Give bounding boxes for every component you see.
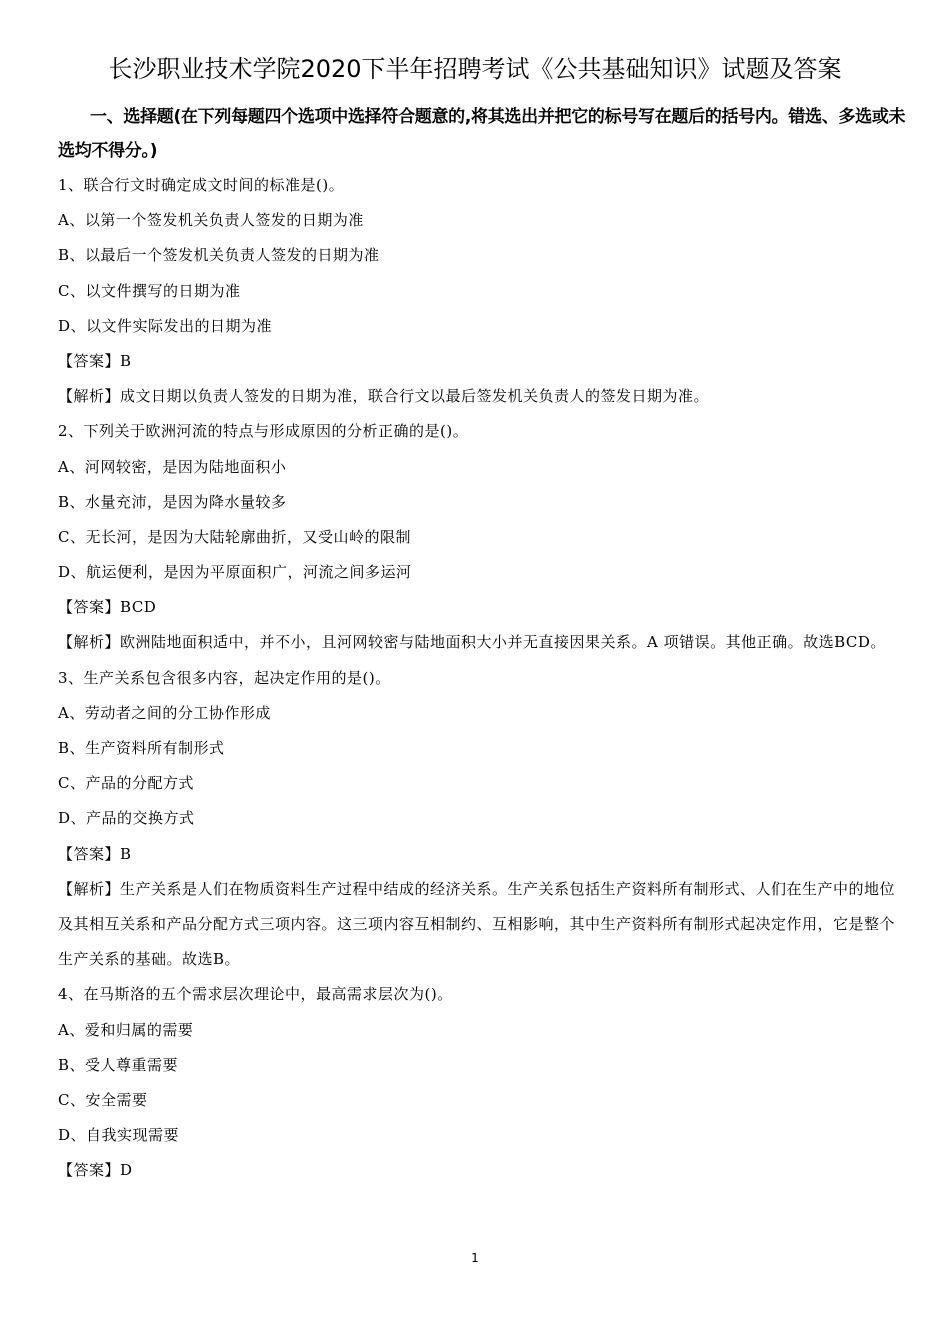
question-2 bbox=[58, 414, 903, 660]
analysis-text: 生产关系是人们在物质资料生产过程中结成的经济关系。生产关系包括生产资料所有制形式、人们在生产中的地位及其相互关系和产品分配方式三项内容。这三项内容互相制约、互相影响，其中生产资料所有制形式起决定作用，它是整个生产关系的基础。故选B。 bbox=[58, 879, 896, 969]
option-a: A、河网较密，是因为陆地面积小 bbox=[58, 457, 287, 476]
page-number: 1 bbox=[471, 1251, 479, 1265]
option-d: D、航运便利，是因为平原面积广，河流之间多运河 bbox=[58, 563, 412, 582]
option-c: C、安全需要 bbox=[58, 1090, 148, 1109]
question-stem: 3、生产关系包含很多内容，起决定作用的是()。 bbox=[58, 668, 391, 687]
document-title: 长沙职业技术学院2020下半年招聘考试《公共基础知识》试题及答案 bbox=[108, 55, 842, 83]
option-b: B、生产资料所有制形式 bbox=[58, 739, 225, 758]
answer-line bbox=[58, 344, 903, 379]
option-b: B、以最后一个签发机关负责人签发的日期为准 bbox=[58, 246, 380, 265]
analysis-line bbox=[58, 625, 903, 660]
answer-line bbox=[58, 837, 903, 872]
option-d: D、产品的交换方式 bbox=[58, 809, 195, 828]
option-c: C、产品的分配方式 bbox=[58, 774, 194, 793]
analysis-text: 欧洲陆地面积适中，并不小，且河网较密与陆地面积大小并无直接因果关系。A 项错误。其他正确。故选BCD。 bbox=[120, 633, 886, 652]
section-heading: 一、选择题(在下列每题四个选项中选择符合题意的,将其选出并把它的标号写在题后的括号内。错选、多选或未选均不得分。) bbox=[58, 107, 906, 161]
option-d: D、自我实现需要 bbox=[58, 1126, 180, 1145]
option-c: C、无长河，是因为大陆轮廓曲折，又受山岭的限制 bbox=[58, 527, 411, 546]
analysis-line bbox=[58, 379, 903, 414]
analysis-label: 【解析】 bbox=[58, 387, 121, 406]
option-b: B、水量充沛，是因为降水量较多 bbox=[58, 492, 287, 511]
question-4 bbox=[58, 977, 903, 1188]
answer-value: D bbox=[120, 1161, 133, 1180]
option-b: B、受人尊重需要 bbox=[58, 1055, 179, 1074]
analysis-label: 【解析】 bbox=[58, 633, 121, 652]
option-c: C、以文件撰写的日期为准 bbox=[58, 281, 241, 300]
question-list bbox=[58, 168, 903, 1189]
answer-label: 【答案】 bbox=[58, 598, 121, 617]
answer-value: B bbox=[120, 351, 132, 370]
answer-value: B bbox=[120, 844, 132, 863]
answer-label: 【答案】 bbox=[58, 351, 121, 370]
answer-label: 【答案】 bbox=[58, 844, 121, 863]
analysis-text: 成文日期以负责人签发的日期为准，联合行文以最后签发机关负责人的签发日期为准。 bbox=[120, 387, 710, 406]
analysis-line bbox=[58, 872, 903, 978]
answer-value: BCD bbox=[120, 598, 157, 617]
question-1 bbox=[58, 168, 903, 414]
question-stem: 2、下列关于欧洲河流的特点与形成原因的分析正确的是()。 bbox=[58, 422, 469, 441]
option-a: A、劳动者之间的分工协作形成 bbox=[58, 703, 271, 722]
option-a: A、爱和归属的需要 bbox=[58, 1020, 194, 1039]
option-d: D、以文件实际发出的日期为准 bbox=[58, 316, 273, 335]
answer-label: 【答案】 bbox=[58, 1161, 121, 1180]
question-3 bbox=[58, 661, 903, 978]
question-stem: 1、联合行文时确定成文时间的标准是()。 bbox=[58, 176, 345, 194]
analysis-label: 【解析】 bbox=[58, 879, 121, 898]
option-a: A、以第一个签发机关负责人签发的日期为准 bbox=[58, 211, 364, 230]
answer-line bbox=[58, 1153, 903, 1188]
answer-line bbox=[58, 590, 903, 625]
question-stem: 4、在马斯洛的五个需求层次理论中，最高需求层次为()。 bbox=[58, 985, 453, 1004]
